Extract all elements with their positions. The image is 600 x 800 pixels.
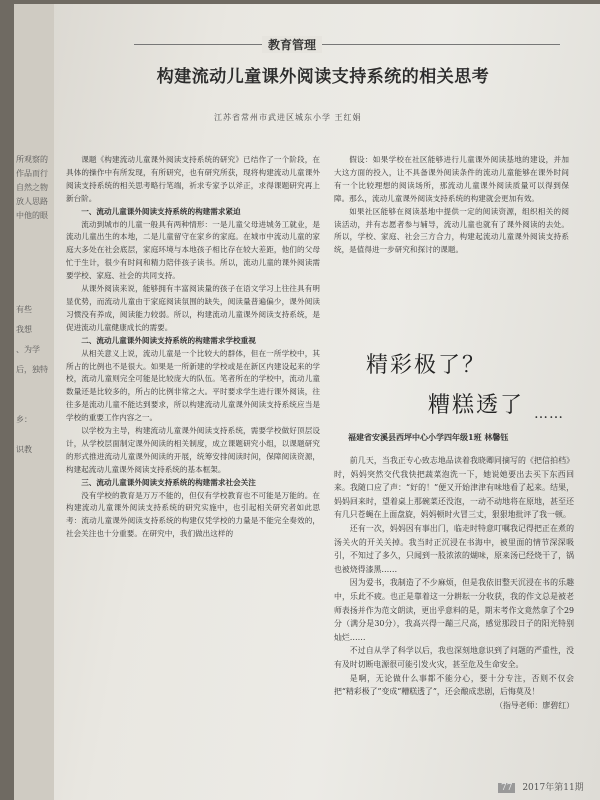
header-rule [134, 44, 560, 45]
magazine-page [14, 4, 600, 800]
section-heading: 二、流动儿童课外阅读支持系统的构建需求学校重视 [81, 335, 256, 345]
prev-snippet: 自然之物 [16, 183, 48, 192]
prev-snippet: 识教 [16, 445, 32, 454]
story-title-line2: 糟糕透了 [428, 393, 525, 418]
issue-label: 2017年第11期 [522, 783, 584, 793]
right-paragraph: 假设：如果学校在社区能够进行儿童课外阅读基地的建设，并加大这方面的投入，让不具备课外阅读条件的流动儿童能够在课外时间有一个比较理想的阅读场所，那流动儿童课外阅读质量可以得到保障。那么，流动儿童课外阅读支持系统的构建就会更加有效。 [334, 155, 569, 203]
story-instructor: （指导老师：廖碧红） [495, 700, 574, 710]
right-paragraph: 如果社区能够在阅读基地中提供一定的阅读资源，组织相关的阅读活动，并有志愿者参与辅导，流动儿童也就有了课外阅读的去处。所以，学校、家庭、社会三方合力，构建起流动儿童课外阅读支持系统，是值得进一步研究和探讨的课题。 [334, 206, 569, 255]
right-column-continuation [334, 154, 569, 257]
left-paragraph: 从课外阅读来说，能够拥有丰富阅读量的孩子在语文学习上往往具有明显优势，而流动儿童由于家庭阅读氛围的缺失，阅读量普遍偏少，课外阅读习惯没有养成，阅读能力较弱。所以，构建流动儿童课外阅读支持系统，是促进流动儿童健康成长的需要。 [66, 284, 320, 332]
prev-snippet: 乡： [16, 415, 32, 424]
prev-snippet: 有些 [16, 305, 32, 314]
left-paragraph: 课题《构建流动儿童课外阅读支持系统的研究》已结作了一个阶段，在具体的操作中有所发现，有所研究，也有研究所获，现将构建流动儿童课外阅读支持系统的相关思考略行笔端，祈求专家予以斧正，求得课题研究再上新台阶。 [66, 155, 320, 203]
previous-page-edge [14, 4, 54, 800]
story-title-ellipsis: …… [534, 406, 564, 422]
article-title: 构建流动儿童课外阅读支持系统的相关思考 [156, 67, 490, 87]
story-body [334, 454, 574, 712]
section-heading: 三、流动儿童课外阅读支持系统的构建需求社会关注 [81, 477, 256, 487]
prev-snippet: 放人思路 [16, 197, 48, 206]
story-author: 福建省安溪县西坪中心小学四年级1班 林馨钰 [348, 432, 509, 442]
story-paragraph: 前几天，当我正专心致志地品读着我晓卿同摘写的《把信拍档》时，妈妈突然交代我快把蔬菜泡洗一下，她说她要出去买下东西回来。我随口应了声：“好的！”便又开始津津有味地看了起来。结果，妈妈回来时，望着桌上那碗菜还没泡，一动不动地将在原地，甚至还有几只苍蝇在上面盘旋，妈妈顿时火冒三丈，狠狠地批评了我一顿。 [334, 456, 574, 520]
left-paragraph: 没有学校的教育是万万不能的，但仅有学校教育也不可能是万能的。在构建流动儿童课外阅读支持系统的研究实施中，也引起相关研究者如此思考：流动儿童课外阅读支持系统的构建仅凭学校的力量是不能完全奏效的，社会关注也十分重要。在研究中，我们做出这样的 [66, 490, 320, 539]
prev-snippet: 所观察的 [16, 155, 48, 164]
prev-snippet: 中他的眼 [16, 211, 48, 220]
page-folio [498, 780, 584, 793]
left-paragraph: 以学校为主导，构建流动儿童课外阅读支持系统，需要学校做好顶层设计，从学校层面制定课外阅读的相关制度，成立课题研究小组，以课题研究的形式推进流动儿童课外阅读的开展，统筹安排阅读时间，保障阅读资源，构建起流动儿童课外阅读支持系统的基本框架。 [66, 426, 320, 474]
story-paragraph: 是啊，无论做什么事都不能分心，要十分专注，否则不仅会把“精彩极了”变成“糟糕透了”，还会酿成悲剧，后悔莫及！ [334, 673, 574, 697]
left-column [66, 154, 320, 541]
story-paragraph: 不过自从学了科学以后，我也深刻地意识到了问题的严重性，没有及时切断电源很可能引发火灾，甚至危及生命安全。 [334, 646, 574, 669]
prev-snippet: 后，独特 [16, 365, 48, 374]
prev-snippet: 、为学 [16, 345, 40, 354]
story-paragraph: 因为爱书，我制造了不少麻烦，但是我依旧整天沉浸在书的乐趣中，乐此不疲。也正是靠着这一分耕耘一分收获，我的作文总是被老师表扬并作为范文朗读，更出乎意料的是，期末考作文竟然拿了个29分（满分是30分），我高兴得一蹦三尺高，感觉那段日子的阳光特别灿烂…… [334, 578, 574, 642]
left-paragraph: 流动到城市的儿童一般具有两种情形：一是儿童父母进城务工就业，是流动儿童出生的本地，二是儿童留守在家乡的家庭。在城市中流动儿童的家庭大多处在社会底层，家庭环境与本地孩子相比存在较大差距，他们的父母忙于生计，很少有时间和精力陪伴孩子读书。所以，流动儿童的课外阅读需要学校、家庭、社会的共同支持。 [66, 219, 320, 281]
left-paragraph: 从相关意义上说，流动儿童是一个比较大的群体，但在一所学校中，其所占的比例也不是很大。如果是一所新建的学校或是在新区内建设起来的学校，流动儿童则完全可能是比较庞大的队伍。笔者所在的学校中，流动儿童数量还是比较多的，所占的比例非常之大。平时要求学生进行课外阅读，往往多是流动儿童不能达到要求，所以构建流动儿童课外阅读支持系统应当是学校的重要工作内容之一。 [66, 348, 320, 423]
prev-snippet: 作品而行 [16, 169, 48, 178]
story-paragraph: 还有一次，妈妈因有事出门，临走时特意叮嘱我记得把正在煮的汤关火的开关关掉。我当时正沉浸在书海中，被里面的情节深深吸引，不知过了多久，只闻到一股浓浓的煳味，原来汤已经烧干了，锅也被烧得漆黑…… [334, 523, 574, 574]
story-title-line1: 精彩极了？ [366, 353, 487, 378]
prev-snippet: 我想 [16, 325, 32, 334]
section-heading: 一、流动儿童课外阅读支持系统的构建需求紧迫 [81, 206, 241, 216]
article-byline: 江苏省常州市武进区城东小学 王红娟 [214, 113, 362, 122]
section-tag: 教育管理 [262, 36, 322, 53]
page-number: 77 [498, 783, 515, 793]
